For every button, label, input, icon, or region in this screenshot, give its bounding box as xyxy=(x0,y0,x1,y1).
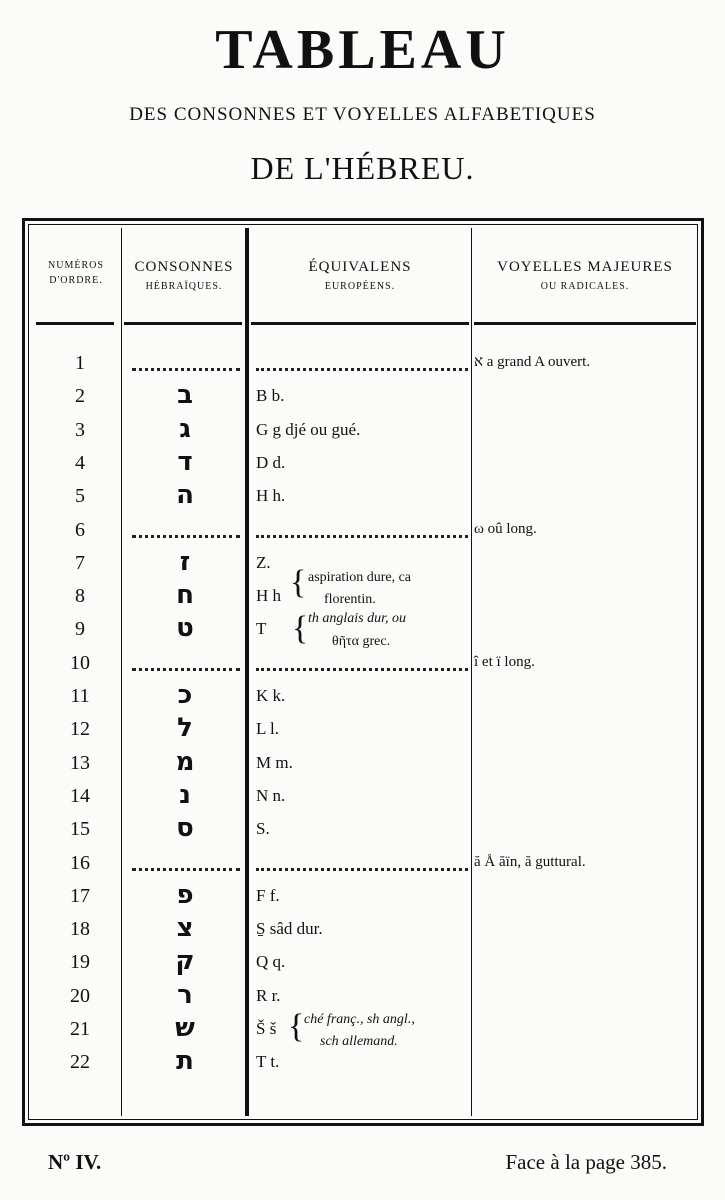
note-row8-line2: florentin. xyxy=(324,592,376,607)
hebrew-letter: ג xyxy=(179,414,191,444)
row-number: 8 xyxy=(75,585,85,607)
row-number: 22 xyxy=(70,1051,90,1073)
header-rule-1 xyxy=(36,322,114,325)
brace-row21: { xyxy=(288,1008,305,1045)
european-equivalent: Š š xyxy=(256,1019,277,1038)
hebrew-letter: פ xyxy=(176,880,194,910)
hebrew-letter: ש xyxy=(175,1013,195,1043)
row-number: 1 xyxy=(75,352,85,374)
note-row9-line2: θῆτα grec. xyxy=(332,634,391,649)
hebrew-letter: ד xyxy=(177,447,193,477)
hebrew-letter: ה xyxy=(176,480,194,510)
header-equivalens xyxy=(249,256,471,294)
hebrew-letter: ח xyxy=(176,580,194,610)
header-voyelles xyxy=(472,256,698,294)
row-number: 12 xyxy=(70,718,90,740)
european-equivalent: S̱ sâd dur. xyxy=(256,919,323,938)
hebrew-letter: ל xyxy=(177,713,193,743)
hebrew-letter: ז xyxy=(179,547,191,577)
hebrew-letter: ר xyxy=(177,980,193,1010)
european-equivalent: G g djé ou gué. xyxy=(256,420,361,439)
row-number: 20 xyxy=(70,985,90,1007)
dotted-leader xyxy=(256,668,468,671)
row-number: 17 xyxy=(70,885,90,907)
row-number: 4 xyxy=(75,452,85,474)
dotted-leader xyxy=(132,368,240,371)
european-equivalent: M m. xyxy=(256,753,293,772)
header-numeros xyxy=(32,258,120,288)
european-equivalent: T t. xyxy=(256,1052,280,1071)
header-rule-3 xyxy=(251,322,469,325)
european-equivalent: F f. xyxy=(256,886,280,905)
hebrew-letter: כ xyxy=(177,680,193,710)
european-equivalent: D d. xyxy=(256,453,286,472)
european-equivalent: T xyxy=(256,619,267,638)
row-number: 9 xyxy=(75,618,85,640)
major-vowel: א a grand A ouvert. xyxy=(474,354,591,370)
european-equivalent: Z. xyxy=(256,553,271,572)
major-vowel: î et ï long. xyxy=(474,654,535,670)
hebrew-letter: נ xyxy=(179,780,191,810)
dotted-leader xyxy=(132,535,240,538)
dotted-leader xyxy=(256,535,468,538)
header-equivalens-line2: EUROPÉENS. xyxy=(324,280,396,292)
european-equivalent: K k. xyxy=(256,686,286,705)
row-number: 10 xyxy=(70,652,90,674)
row-number: 21 xyxy=(70,1018,90,1040)
hebrew-letter: ב xyxy=(177,380,193,410)
european-equivalent: Q q. xyxy=(256,952,286,971)
row-number: 15 xyxy=(70,818,90,840)
row-number: 6 xyxy=(75,519,85,541)
hebrew-letter: ק xyxy=(175,946,195,976)
hebrew-letter: מ xyxy=(175,747,195,777)
note-row21-line2: sch allemand. xyxy=(320,1034,398,1049)
page-subtitle-language: DE L'HÉBREU. xyxy=(250,150,475,186)
row-number: 18 xyxy=(70,918,90,940)
header-rule-2 xyxy=(124,322,242,325)
dotted-leader xyxy=(256,368,468,371)
row-number: 16 xyxy=(70,852,90,874)
hebrew-letter: ת xyxy=(176,1046,194,1076)
european-equivalent: H h xyxy=(256,586,282,605)
plate-number: Nº IV. xyxy=(48,1150,102,1174)
brace-row8: { xyxy=(290,564,307,601)
header-voyelles-line2: OU RADICALES. xyxy=(540,280,630,292)
row-number: 19 xyxy=(70,951,90,973)
european-equivalent: L l. xyxy=(256,719,279,738)
hebrew-letter: ס xyxy=(176,813,194,843)
row-number: 14 xyxy=(70,785,90,807)
note-row21-line1: ché franç., sh angl., xyxy=(304,1012,415,1027)
header-voyelles-line1: VOYELLES MAJEURES xyxy=(497,259,673,275)
european-equivalent: R r. xyxy=(256,986,281,1005)
header-consonnes xyxy=(122,256,246,294)
note-row9-line1: th anglais dur, ou xyxy=(308,611,407,626)
page-reference: Face à la page 385. xyxy=(505,1150,667,1174)
brace-row9: { xyxy=(292,610,309,647)
header-numeros-line1: NUMÉROS xyxy=(48,260,104,271)
header-consonnes-line1: CONSONNES xyxy=(134,259,234,275)
page-subtitle: DES CONSONNES ET VOYELLES ALFABETIQUES xyxy=(129,104,596,125)
dotted-leader xyxy=(132,668,240,671)
row-number: 11 xyxy=(70,685,90,707)
row-number: 2 xyxy=(75,385,85,407)
row-number: 13 xyxy=(70,752,90,774)
header-consonnes-line2: HÉBRAÏQUES. xyxy=(145,280,223,292)
row-number: 5 xyxy=(75,485,85,507)
dotted-leader xyxy=(256,868,468,871)
european-equivalent: N n. xyxy=(256,786,286,805)
major-vowel: ă Å ăïn, ă guttural. xyxy=(474,854,586,870)
european-equivalent: S. xyxy=(256,819,270,838)
note-row8-line1: aspiration dure, ca xyxy=(308,570,412,585)
major-vowel: ω oû long. xyxy=(474,521,537,537)
header-rule-4 xyxy=(474,322,696,325)
hebrew-letter: ט xyxy=(176,613,194,643)
column-divider-1 xyxy=(121,228,122,1116)
column-divider-3 xyxy=(471,228,472,1116)
row-number: 3 xyxy=(75,419,85,441)
header-numeros-line2: D'ORDRE. xyxy=(49,275,103,286)
header-equivalens-line1: ÉQUIVALENS xyxy=(308,259,412,275)
row-number: 7 xyxy=(75,552,85,574)
dotted-leader xyxy=(132,868,240,871)
page-title: TABLEAU xyxy=(215,19,510,81)
hebrew-letter: צ xyxy=(176,913,194,943)
european-equivalent: B b. xyxy=(256,386,285,405)
european-equivalent: H h. xyxy=(256,486,286,505)
